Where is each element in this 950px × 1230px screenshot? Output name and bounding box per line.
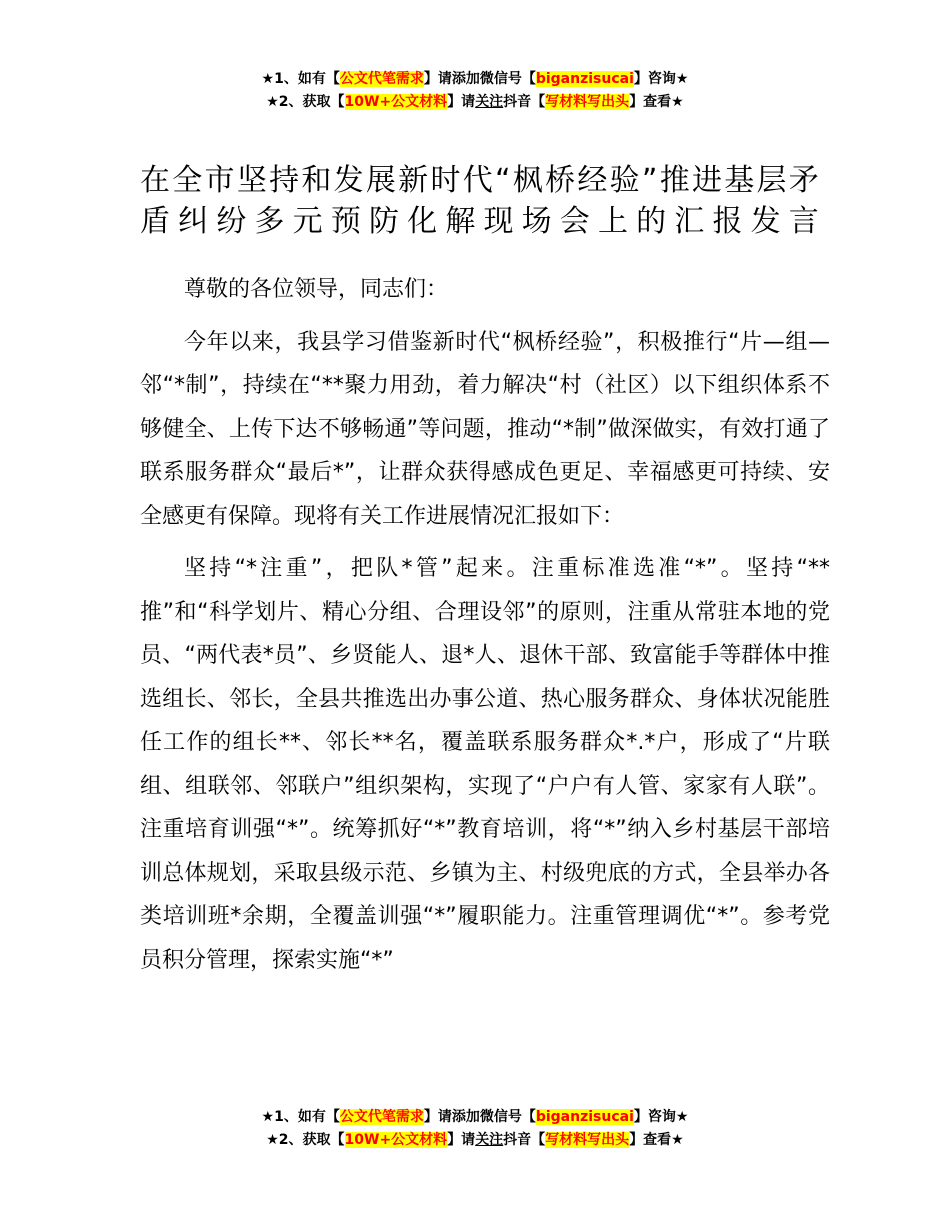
salutation-paragraph: 尊敬的各位领导，同志们： (184, 277, 449, 302)
banner-line-1 (0, 68, 950, 91)
service-highlight: 公文代笔需求 (339, 71, 424, 87)
document-body (140, 268, 830, 991)
banner-line-1-middle: 】请添加微信号【 (423, 1109, 536, 1125)
footer-banner (0, 1106, 950, 1152)
banner-line-2-suffix: 】查看★ (629, 94, 684, 110)
banner-line-1-middle: 】请添加微信号【 (423, 71, 536, 87)
banner-line-1-suffix: 】咨询★ (633, 1109, 689, 1125)
banner-line-2-middle-b: 抖音【 (503, 94, 546, 110)
banner-line-2-middle-b: 抖音【 (503, 1132, 546, 1148)
banner-line-1-suffix: 】咨询★ (633, 71, 689, 87)
intro-paragraph: 今年以来，我县学习借鉴新时代“枫桥经验”，积极推行“片—组—邻“*制”，持续在“**聚力用劲，着力解决“村（社区）以下组织体系不够健全、上传下达不够畅通”等问题，推动“*制”做深做实，有效打通了联系服务群众“最后*”，让群众获得感成色更足、幸福感更可持续、安全感更有保障。现将有关工作进展情况汇报如下： (140, 329, 830, 529)
follow-underlined: 关注 (475, 1132, 504, 1148)
body-paragraph: 坚持“*注重”，把队*管”起来。注重标准选准“*”。坚持“**推”和“科学划片、精心分组、合理设邻”的原则，注重从常驻本地的党员、“两代表*员”、乡贤能人、退*人、退休干部、致富能手等群体中推选组长、邻长，全县共推选出办事公道、热心服务群众、身体状况能胜任工作的组长**、邻长**名，覆盖联系服务群众*.*户，形成了“片联组、组联邻、邻联户”组织架构，实现了“户户有人管、家家有人联”。注重培育训强“*”。统筹抓好“*”教育培训，将“*”纳入乡村基层干部培训总体规划，采取县级示范、乡镇为主、村级兜底的方式，全县举办各类培训班*余期，全覆盖训强“*”履职能力。注重管理调优“*”。参考党员积分管理，探索实施“*” (140, 556, 830, 973)
banner-line-1-prefix: ★1、如有【 (261, 71, 340, 87)
douyin-account-highlight: 写材料写出头 (545, 1132, 630, 1148)
banner-line-2 (0, 91, 950, 114)
document-title: 在全市坚持和发展新时代“枫桥经验”推进基层矛盾纠纷多元预防化解现场会上的汇报发言 (140, 163, 820, 239)
banner-line-2-prefix: ★2、获取【 (266, 1132, 345, 1148)
materials-highlight: 10W+公文材料 (344, 94, 448, 110)
banner-line-1 (0, 1106, 950, 1129)
banner-line-2-middle-a: 】请 (447, 94, 476, 110)
banner-line-1-prefix: ★1、如有【 (261, 1109, 340, 1125)
douyin-account-highlight: 写材料写出头 (545, 94, 630, 110)
header-banner (0, 68, 950, 114)
materials-highlight: 10W+公文材料 (344, 1132, 448, 1148)
wechat-id-highlight: biganzisucai (535, 71, 634, 87)
banner-line-2-suffix: 】查看★ (629, 1132, 684, 1148)
follow-underlined: 关注 (475, 94, 504, 110)
service-highlight: 公文代笔需求 (339, 1109, 424, 1125)
banner-line-2-middle-a: 】请 (447, 1132, 476, 1148)
banner-line-2-prefix: ★2、获取【 (266, 94, 345, 110)
banner-line-2 (0, 1129, 950, 1152)
wechat-id-highlight: biganzisucai (535, 1109, 634, 1125)
